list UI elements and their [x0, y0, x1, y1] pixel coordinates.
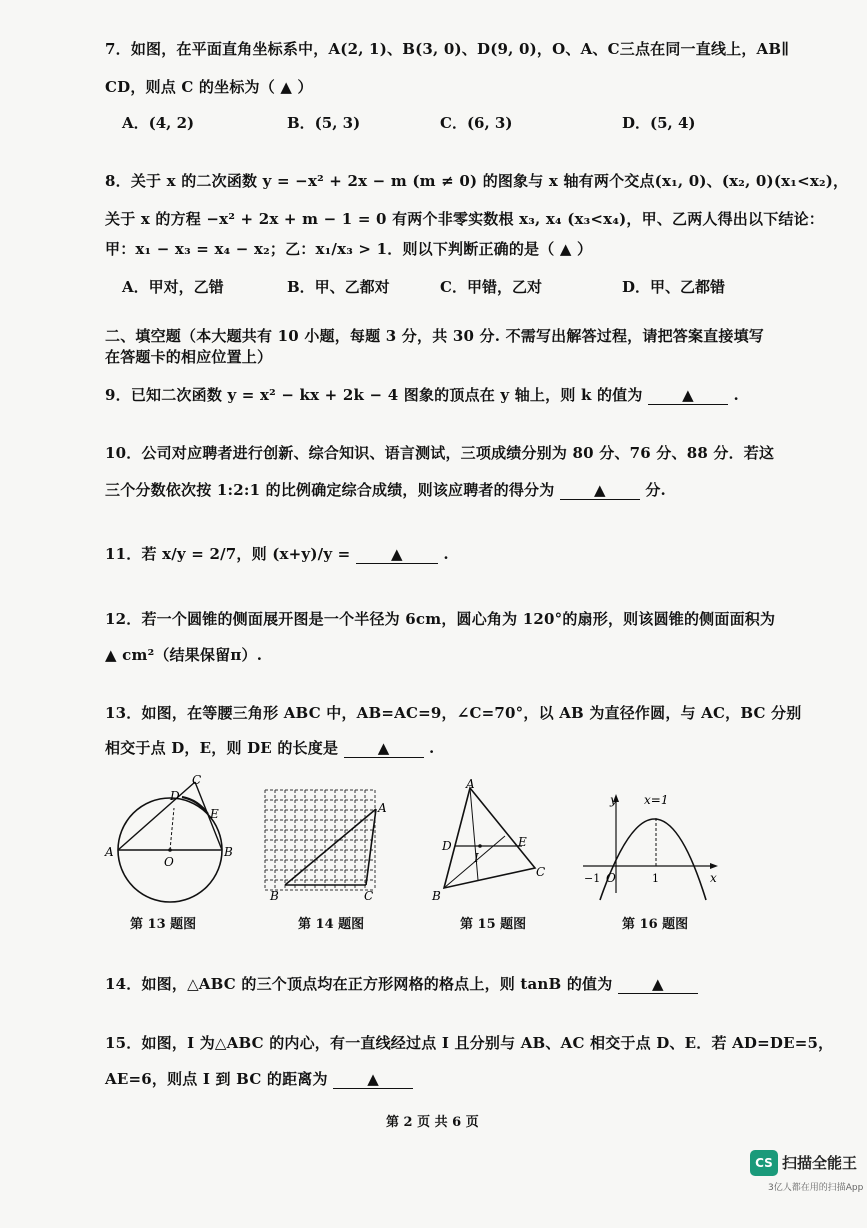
fig16-label-x1: x=1: [644, 793, 669, 807]
fig13-center-o: [168, 848, 172, 852]
fig16-label-x: x: [710, 871, 717, 885]
q8-option-d: D．甲、乙都错: [622, 278, 726, 296]
q11-answer-blank: ▲: [356, 545, 438, 564]
q8-option-a: A．甲对，乙错: [122, 278, 224, 296]
page-footer: 第 2 页 共 6 页: [386, 1115, 479, 1130]
q14-text: [105, 973, 698, 994]
scanner-logo-sub: 3亿人都在用的扫描App: [768, 1183, 864, 1193]
q7-line2: CD，则点 C 的坐标为（ ▲ ）: [105, 78, 313, 96]
fig16-label-y: y: [610, 793, 617, 807]
figure-16: [578, 788, 728, 903]
q8-option-c: C．甲错，乙对: [440, 278, 542, 296]
q7-line1: 7．如图，在平面直角坐标系中，A(2, 1)、B(3, 0)、D(9, 0)，O、A、C三点在同一直线上，AB∥: [105, 40, 790, 58]
q10-stem: 三个分数依次按 1:2:1 的比例确定综合成绩，则该应聘者的得分为: [105, 481, 555, 499]
fig16-label-o: O: [606, 871, 616, 885]
q8-line2: 关于 x 的方程 −x² + 2x + m − 1 = 0 有两个非零实数根 x₃, x₄ (x₃<x₄)，甲、乙两人得出以下结论：: [105, 210, 824, 228]
figure-13: [100, 770, 245, 910]
scanner-logo-name: 扫描全能王: [782, 1154, 858, 1172]
q15-line2: [105, 1068, 413, 1089]
q15-line1: 15．如图，I 为△ABC 的内心，有一直线经过点 I 且分别与 AB、AC 相交于点 D、E．若 AD=DE=5，: [105, 1034, 834, 1052]
q14-stem: 14．如图，△ABC 的三个顶点均在正方形网格的格点上，则 tanB 的值为: [105, 975, 613, 993]
scanner-logo-badge: CS: [750, 1150, 778, 1176]
fig13-label-o: O: [164, 855, 174, 869]
q12-line1: 12．若一个圆锥的侧面展开图是一个半径为 6cm，圆心角为 120°的扇形，则该圆锥的侧面面积为: [105, 610, 776, 628]
q13-line1: 13．如图，在等腰三角形 ABC 中，AB=AC=9，∠C=70°，以 AB 为直径作圆，与 AC，BC 分别: [105, 704, 802, 722]
fig16-x-arrow: [710, 863, 718, 869]
section2-heading-line1: 二、填空题（本大题共有 10 小题，每题 3 分，共 30 分. 不需写出解答过程，请把答案直接填写: [105, 327, 764, 345]
q13-end: .: [429, 739, 435, 757]
q9-stem: 9．已知二次函数 y = x² − kx + 2k − 4 图象的顶点在 y 轴上，则 k 的值为: [105, 386, 643, 404]
fig14-grid: [265, 790, 375, 890]
fig15-bisector-a: [470, 788, 478, 880]
fig13-radius-od: [170, 808, 174, 850]
fig13-label-c: C: [192, 773, 202, 787]
caption-fig15: 第 15 题图: [460, 917, 527, 932]
fig15-label-a: A: [466, 777, 475, 791]
fig13-label-d: D: [170, 789, 180, 803]
caption-fig14: 第 14 题图: [298, 917, 365, 932]
fig15-label-d: D: [442, 839, 452, 853]
q7-option-c: C．(6, 3): [440, 114, 513, 132]
fig14-label-a: A: [378, 801, 387, 815]
q10-line2: [105, 479, 666, 500]
q7-option-b: B．(5, 3): [287, 114, 361, 132]
fig13-label-b: B: [224, 845, 233, 859]
fig15-label-i: I: [474, 851, 479, 865]
figure-15: [430, 776, 550, 906]
caption-fig16: 第 16 题图: [622, 917, 689, 932]
q9-answer-blank: ▲: [648, 386, 728, 405]
fig15-incenter-i: [478, 844, 482, 848]
q8-option-b: B．甲、乙都对: [287, 278, 390, 296]
fig14-label-b: B: [270, 889, 279, 903]
fig15-label-e: E: [518, 835, 527, 849]
fig13-side-ac: [118, 782, 195, 850]
q11-text: [105, 543, 449, 564]
q9-end: .: [733, 386, 739, 404]
q15-stem: AE=6，则点 I 到 BC 的距离为: [105, 1070, 328, 1088]
caption-fig13: 第 13 题图: [130, 917, 197, 932]
fig15-label-b: B: [432, 889, 441, 903]
fig16-label-1: 1: [652, 872, 659, 885]
fig13-label-a: A: [105, 845, 114, 859]
q8-line3: 甲：x₁ − x₃ = x₄ − x₂；乙：x₁/x₃ > 1．则以下判断正确的是（ ▲ ）: [105, 240, 593, 258]
figure-14: [258, 782, 388, 907]
q14-answer-blank: ▲: [618, 975, 698, 994]
q8-line1: 8．关于 x 的二次函数 y = −x² + 2x − m (m ≠ 0) 的图象与 x 轴有两个交点(x₁, 0)、(x₂, 0)(x₁<x₂)，: [105, 172, 849, 190]
q10-answer-blank: ▲: [560, 481, 640, 500]
q9-text: [105, 384, 739, 405]
section2-heading-line2: 在答题卡的相应位置上）: [105, 348, 273, 366]
q13-stem: 相交于点 D，E，则 DE 的长度是: [105, 739, 339, 757]
q15-answer-blank: ▲: [333, 1070, 413, 1089]
q7-option-d: D．(5, 4): [622, 114, 696, 132]
q10-end: 分.: [645, 481, 666, 499]
fig15-label-c: C: [536, 865, 546, 879]
fig14-label-c: C: [364, 889, 374, 903]
fig13-label-e: E: [210, 807, 219, 821]
q11-stem: 11．若 x/y = 2/7，则 (x+y)/y =: [105, 545, 351, 563]
q13-answer-blank: ▲: [344, 739, 424, 758]
fig16-label-neg1: −1: [584, 872, 601, 885]
q10-line1: 10．公司对应聘者进行创新、综合知识、语言测试，三项成绩分别为 80 分、76 分、88 分．若这: [105, 444, 775, 462]
q13-line2: [105, 737, 434, 758]
q11-end: .: [443, 545, 449, 563]
q7-option-a: A．(4, 2): [122, 114, 195, 132]
q12-line2: ▲ cm²（结果保留π）.: [105, 646, 263, 664]
